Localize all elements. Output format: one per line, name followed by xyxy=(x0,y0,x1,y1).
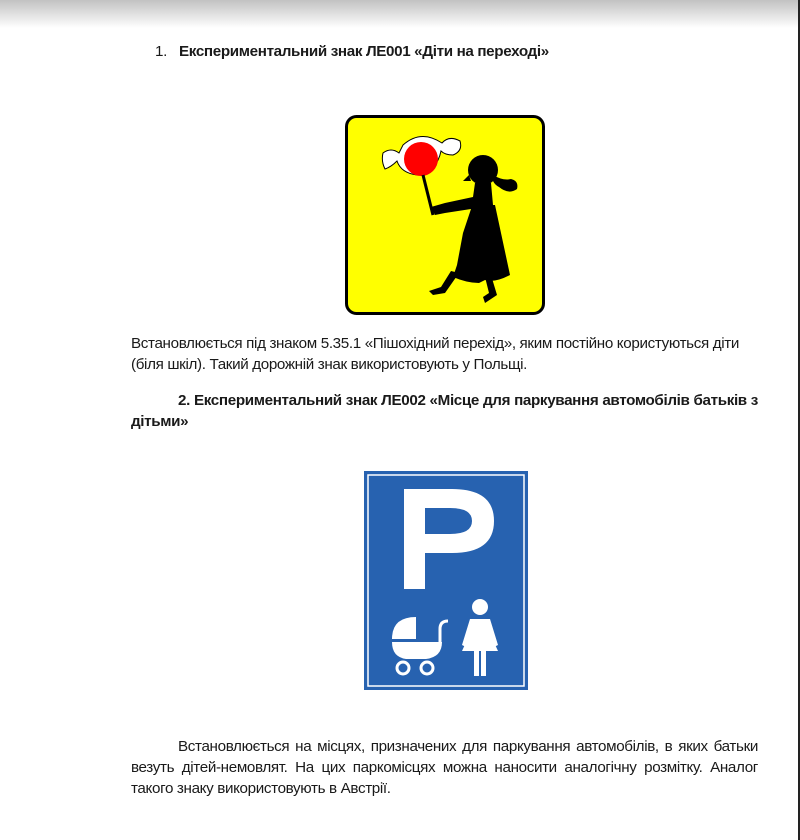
section-2-description xyxy=(131,736,758,799)
parking-parents-sign-image xyxy=(364,471,528,690)
description-line: везуть дітей-немовлят. На цих паркомісцях можна наносити аналогічну розмітку. Аналог xyxy=(131,759,758,776)
page-top-shadow xyxy=(0,0,798,28)
description-line: такого знаку використовують в Австрії. xyxy=(131,780,391,797)
section-2-title-line: 2. Експериментальний знак ЛЕ002 «Місце для паркування автомобілів батьків з xyxy=(178,392,758,409)
section-2-title-line: дітьми» xyxy=(131,413,189,430)
section-1-title: Експериментальний знак ЛЕ001 «Діти на переході» xyxy=(179,43,549,60)
description-line: (біля шкіл). Такий дорожній знак використовують у Польщі. xyxy=(131,356,527,373)
section-2-heading xyxy=(131,390,758,432)
child-crossing-sign-image xyxy=(345,115,545,315)
section-1-description xyxy=(131,333,758,375)
description-line: Встановлюється під знаком 5.35.1 «Пішохідний перехід», яким постійно користуються діти xyxy=(131,335,739,352)
section-1-heading xyxy=(155,41,549,62)
description-line: Встановлюється на місцях, призначених для паркування автомобілів, в яких батьки xyxy=(178,738,758,755)
list-number: 1. xyxy=(155,43,167,60)
